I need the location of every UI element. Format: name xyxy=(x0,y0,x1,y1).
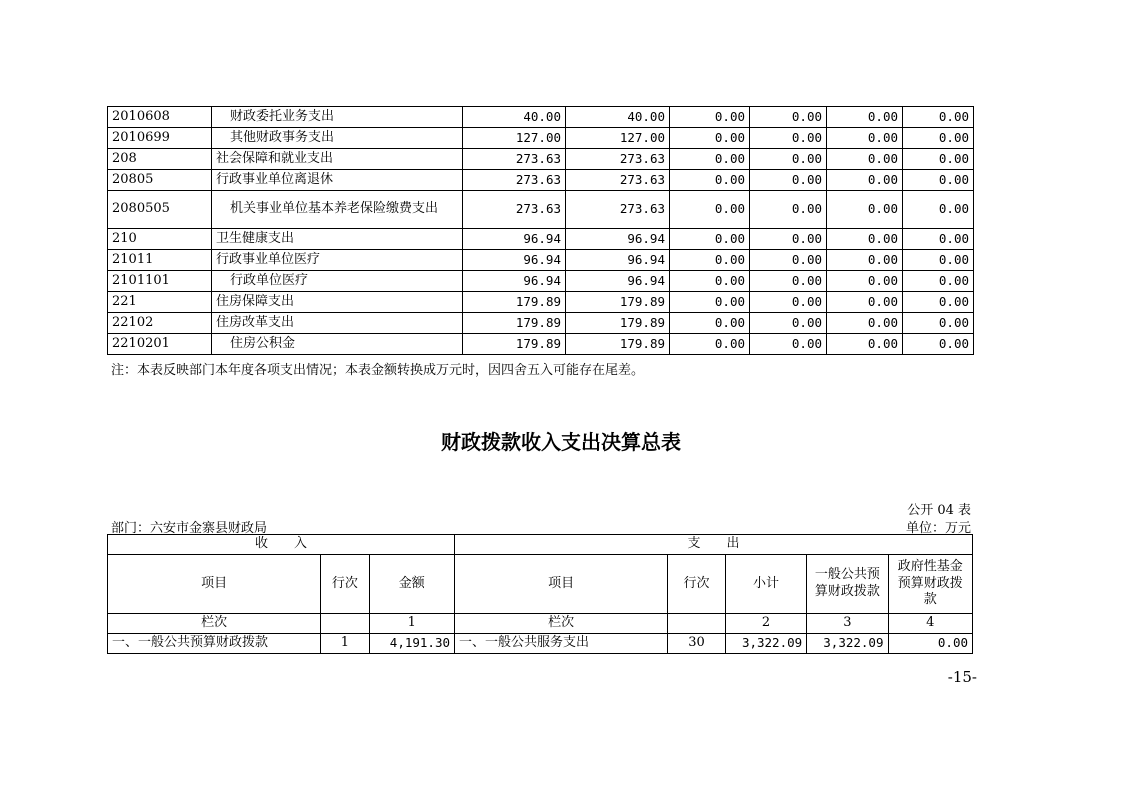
row-basic-expense: 96.94 xyxy=(566,250,670,271)
table-note: 注：本表反映部门本年度各项支出情况；本表金额转换成万元时，因四舍五入可能存在尾差。 xyxy=(111,363,645,378)
row-basic-expense: 179.89 xyxy=(566,313,670,334)
row-col-4: 0.00 xyxy=(750,271,827,292)
row-col-5: 0.00 xyxy=(827,313,903,334)
row-col-4: 0.00 xyxy=(750,250,827,271)
row-total: 273.63 xyxy=(463,170,566,191)
row-col-6: 0.00 xyxy=(903,229,974,250)
department-label: 部门：六安市金寨县财政局 xyxy=(111,521,268,536)
row-name: 其他财政事务支出 xyxy=(212,128,463,149)
row-col-5: 0.00 xyxy=(827,128,903,149)
row-col-6: 0.00 xyxy=(903,334,974,355)
row-name: 行政事业单位离退休 xyxy=(212,170,463,191)
row-col-4: 0.00 xyxy=(750,128,827,149)
row-col-6: 0.00 xyxy=(903,250,974,271)
col-subtotal-header: 小计 xyxy=(725,555,806,614)
row-col-4: 0.00 xyxy=(750,334,827,355)
row-name: 卫生健康支出 xyxy=(212,229,463,250)
row-project-expense: 0.00 xyxy=(670,229,750,250)
table-row xyxy=(108,313,974,334)
expense-line: 30 xyxy=(668,634,726,654)
row-basic-expense: 96.94 xyxy=(566,271,670,292)
row-name: 行政事业单位医疗 xyxy=(212,250,463,271)
row-name: 住房保障支出 xyxy=(212,292,463,313)
row-code: 20805 xyxy=(108,170,212,191)
row-col-4: 0.00 xyxy=(750,170,827,191)
row-col-4: 0.00 xyxy=(750,191,827,229)
row-name: 社会保障和就业支出 xyxy=(212,149,463,170)
row-total: 96.94 xyxy=(463,271,566,292)
row-basic-expense: 96.94 xyxy=(566,229,670,250)
table-row xyxy=(108,334,974,355)
lanci-exp-label: 栏次 xyxy=(455,614,668,634)
row-col-4: 0.00 xyxy=(750,107,827,128)
row-name: 住房公积金 xyxy=(212,334,463,355)
income-item: 一、一般公共预算财政拨款 xyxy=(108,634,321,654)
column-index-row xyxy=(108,614,973,634)
income-line: 1 xyxy=(321,634,369,654)
row-col-4: 0.00 xyxy=(750,229,827,250)
column-header-row xyxy=(108,555,973,614)
row-col-6: 0.00 xyxy=(903,170,974,191)
row-basic-expense: 40.00 xyxy=(566,107,670,128)
row-code: 208 xyxy=(108,149,212,170)
lanci-general: 3 xyxy=(807,614,888,634)
row-code: 22102 xyxy=(108,313,212,334)
row-basic-expense: 127.00 xyxy=(566,128,670,149)
row-col-5: 0.00 xyxy=(827,292,903,313)
row-basic-expense: 273.63 xyxy=(566,149,670,170)
row-project-expense: 0.00 xyxy=(670,271,750,292)
row-col-4: 0.00 xyxy=(750,149,827,170)
row-code: 221 xyxy=(108,292,212,313)
row-total: 179.89 xyxy=(463,334,566,355)
row-total: 179.89 xyxy=(463,292,566,313)
row-col-4: 0.00 xyxy=(750,292,827,313)
expense-general: 3,322.09 xyxy=(807,634,888,654)
table-row xyxy=(108,149,974,170)
row-name: 机关事业单位基本养老保险缴费支出 xyxy=(212,191,463,229)
lanci-amount: 1 xyxy=(369,614,454,634)
row-project-expense: 0.00 xyxy=(670,149,750,170)
row-project-expense: 0.00 xyxy=(670,128,750,149)
row-code: 21011 xyxy=(108,250,212,271)
row-name: 财政委托业务支出 xyxy=(212,107,463,128)
lanci-line-empty xyxy=(321,614,369,634)
row-code: 2010699 xyxy=(108,128,212,149)
row-code: 2101101 xyxy=(108,271,212,292)
table-row xyxy=(108,170,974,191)
row-col-5: 0.00 xyxy=(827,229,903,250)
row-code: 2010608 xyxy=(108,107,212,128)
row-col-5: 0.00 xyxy=(827,191,903,229)
row-total: 273.63 xyxy=(463,191,566,229)
row-col-6: 0.00 xyxy=(903,313,974,334)
row-project-expense: 0.00 xyxy=(670,170,750,191)
unit-label: 单位：万元 xyxy=(905,521,971,536)
table-row xyxy=(108,107,974,128)
lanci-gov-fund: 4 xyxy=(888,614,973,634)
expense-header: 支 出 xyxy=(455,535,973,555)
row-project-expense: 0.00 xyxy=(670,292,750,313)
row-col-5: 0.00 xyxy=(827,149,903,170)
row-col-6: 0.00 xyxy=(903,128,974,149)
row-col-5: 0.00 xyxy=(827,170,903,191)
row-col-6: 0.00 xyxy=(903,292,974,313)
section-header-row xyxy=(108,535,973,555)
row-project-expense: 0.00 xyxy=(670,191,750,229)
row-total: 96.94 xyxy=(463,229,566,250)
expense-gov-fund: 0.00 xyxy=(888,634,973,654)
col-amount-header: 金额 xyxy=(369,555,454,614)
expense-subtotal: 3,322.09 xyxy=(725,634,806,654)
row-col-5: 0.00 xyxy=(827,271,903,292)
row-total: 273.63 xyxy=(463,149,566,170)
row-basic-expense: 273.63 xyxy=(566,191,670,229)
row-col-5: 0.00 xyxy=(827,334,903,355)
income-header: 收 入 xyxy=(108,535,455,555)
row-name: 住房改革支出 xyxy=(212,313,463,334)
col-gov-fund-header: 政府性基金预算财政拨款 xyxy=(888,555,973,614)
row-project-expense: 0.00 xyxy=(670,107,750,128)
row-project-expense: 0.00 xyxy=(670,313,750,334)
form-number: 公开 04 表 xyxy=(907,503,971,518)
row-total: 96.94 xyxy=(463,250,566,271)
lanci-exp-line-empty xyxy=(668,614,726,634)
row-col-6: 0.00 xyxy=(903,191,974,229)
page-title: 财政拨款收入支出决算总表 xyxy=(441,430,681,454)
col-line-header: 行次 xyxy=(321,555,369,614)
row-col-5: 0.00 xyxy=(827,107,903,128)
expense-item: 一、一般公共服务支出 xyxy=(455,634,668,654)
income-amount: 4,191.30 xyxy=(369,634,454,654)
lanci-label: 栏次 xyxy=(108,614,321,634)
row-project-expense: 0.00 xyxy=(670,250,750,271)
fiscal-summary-table xyxy=(107,534,973,654)
row-code: 2080505 xyxy=(108,191,212,229)
table-row xyxy=(108,271,974,292)
row-col-6: 0.00 xyxy=(903,271,974,292)
row-col-6: 0.00 xyxy=(903,149,974,170)
row-col-4: 0.00 xyxy=(750,313,827,334)
table-row xyxy=(108,191,974,229)
row-basic-expense: 179.89 xyxy=(566,334,670,355)
lanci-subtotal: 2 xyxy=(725,614,806,634)
row-total: 40.00 xyxy=(463,107,566,128)
row-basic-expense: 179.89 xyxy=(566,292,670,313)
expenditure-detail-table xyxy=(107,106,974,355)
col-exp-line-header: 行次 xyxy=(668,555,726,614)
row-code: 210 xyxy=(108,229,212,250)
col-item-header: 项目 xyxy=(108,555,321,614)
row-basic-expense: 273.63 xyxy=(566,170,670,191)
row-name: 行政单位医疗 xyxy=(212,271,463,292)
row-col-5: 0.00 xyxy=(827,250,903,271)
col-exp-item-header: 项目 xyxy=(455,555,668,614)
row-code: 2210201 xyxy=(108,334,212,355)
table-row xyxy=(108,634,973,654)
table-row xyxy=(108,250,974,271)
row-col-6: 0.00 xyxy=(903,107,974,128)
table-row xyxy=(108,229,974,250)
page-number: -15- xyxy=(947,668,977,686)
row-total: 179.89 xyxy=(463,313,566,334)
row-project-expense: 0.00 xyxy=(670,334,750,355)
col-general-budget-header: 一般公共预算财政拨款 xyxy=(807,555,888,614)
table-row xyxy=(108,292,974,313)
table-row xyxy=(108,128,974,149)
row-total: 127.00 xyxy=(463,128,566,149)
